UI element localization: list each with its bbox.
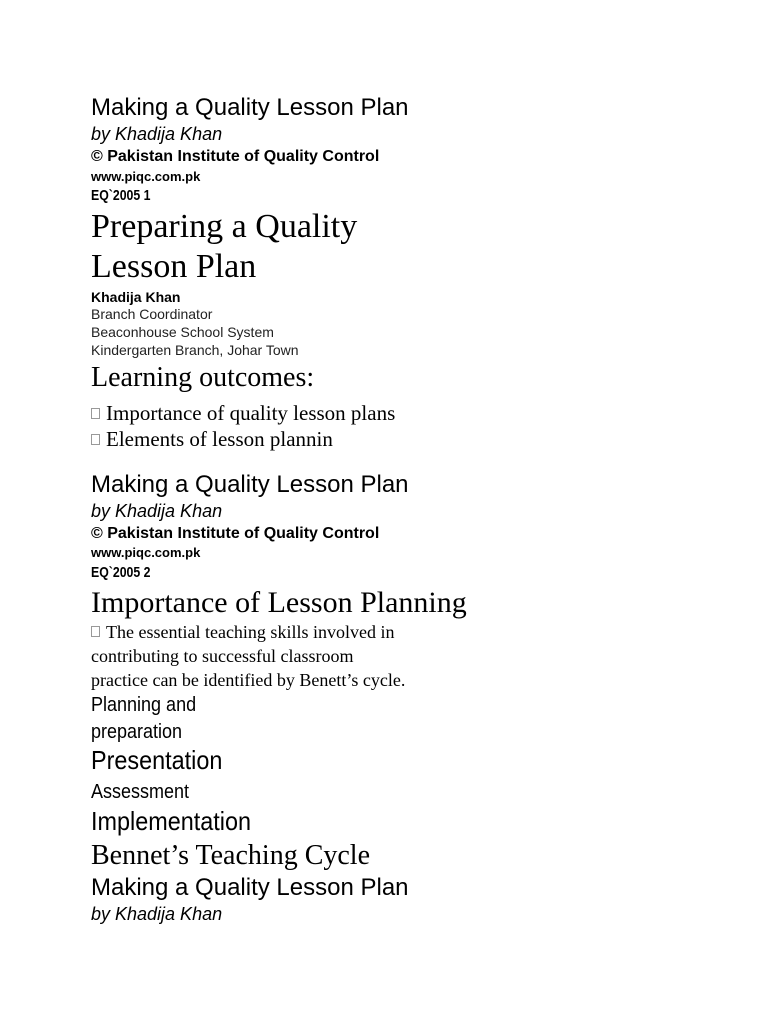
website-url: www.piqc.com.pk [91, 169, 201, 184]
bullet-icon [91, 434, 100, 445]
author-byline: by Khadija Khan [91, 501, 223, 521]
cycle-stage-implementation: Implementation [91, 806, 251, 836]
cycle-stage-assessment: Assessment [91, 781, 190, 803]
outcome-text: Importance of quality lesson plans [106, 401, 396, 425]
paragraph-line: contributing to successful classroom [91, 646, 354, 666]
slide-title: Preparing a Quality [91, 208, 358, 245]
paragraph-line [91, 623, 394, 641]
author-organization: Beaconhouse School System [91, 324, 274, 340]
document-title: Making a Quality Lesson Plan [91, 874, 409, 901]
slide-title-continued: Lesson Plan [91, 248, 257, 285]
outcomes-title: Learning outcomes: [91, 362, 315, 393]
outcome-text: Elements of lesson plannin [106, 427, 333, 451]
paragraph-line: practice can be identified by Benett’s cycle. [91, 670, 406, 690]
slide-code: EQ`2005 1 [91, 187, 151, 204]
author-role: Branch Coordinator [91, 306, 213, 322]
slide-code: EQ`2005 2 [91, 564, 151, 581]
author-byline: by Khadija Khan [91, 904, 223, 924]
author-name: Khadija Khan [91, 289, 181, 305]
list-item [91, 403, 395, 424]
document-title: Making a Quality Lesson Plan [91, 471, 409, 498]
document-title: Making a Quality Lesson Plan [91, 94, 409, 121]
copyright-notice: © Pakistan Institute of Quality Control [91, 525, 380, 542]
bullet-icon [91, 408, 100, 419]
list-item [91, 429, 333, 450]
paragraph-text: The essential teaching skills involved in [106, 622, 395, 642]
website-url: www.piqc.com.pk [91, 545, 201, 560]
bullet-icon [91, 626, 100, 637]
author-byline: by Khadija Khan [91, 124, 223, 144]
cycle-stage-planning: Planning and [91, 694, 197, 716]
cycle-stage-planning-continued: preparation [91, 721, 183, 743]
author-branch: Kindergarten Branch, Johar Town [91, 342, 299, 358]
copyright-notice: © Pakistan Institute of Quality Control [91, 148, 380, 165]
cycle-title: Bennet’s Teaching Cycle [91, 840, 371, 871]
cycle-stage-presentation: Presentation [91, 745, 223, 775]
slide-title: Importance of Lesson Planning [91, 586, 467, 619]
